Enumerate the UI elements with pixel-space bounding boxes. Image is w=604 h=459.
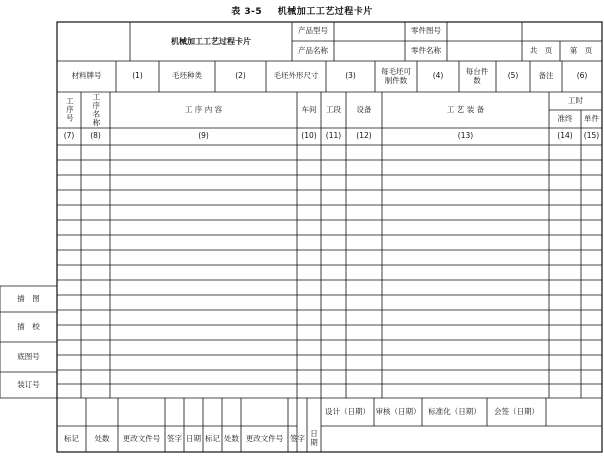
revision-date-label-2: 日期 bbox=[310, 429, 318, 447]
col-equipment: 设备 bbox=[356, 104, 372, 114]
countersign-date-label: 会签（日期） bbox=[494, 406, 539, 416]
product-name-label: 产品名称 bbox=[298, 45, 328, 55]
proof-label: 描 校 bbox=[17, 321, 40, 331]
design-date-label: 设计（日期） bbox=[325, 406, 370, 416]
revision-mark-label: 标记 bbox=[64, 433, 79, 443]
code-unit: (15) bbox=[583, 131, 600, 141]
parts-per-blank-label: 每毛坯可制件数 bbox=[381, 66, 411, 85]
code-op-content: (9) bbox=[198, 131, 209, 141]
col-setup: 准终 bbox=[557, 113, 573, 123]
table-number: 表 3-5 bbox=[231, 7, 263, 17]
col-tooling: 工 艺 装 备 bbox=[446, 104, 485, 114]
code-workshop: (10) bbox=[301, 131, 317, 141]
col-op-name: 工序名称 bbox=[91, 93, 101, 127]
blank-type-label: 毛坯种类 bbox=[172, 71, 202, 81]
code-equipment: (12) bbox=[356, 131, 372, 141]
material-code: (1) bbox=[132, 71, 143, 81]
standardize-date-label: 标准化（日期） bbox=[428, 406, 481, 416]
code-tooling: (13) bbox=[457, 131, 474, 141]
revision-count-label: 处数 bbox=[94, 433, 110, 443]
col-op-no: 工序号 bbox=[65, 97, 75, 123]
code-section: (11) bbox=[325, 131, 342, 141]
code-op-name: (8) bbox=[90, 131, 101, 141]
col-time: 工时 bbox=[568, 95, 583, 105]
revision-doc-label-2: 更改文件号 bbox=[245, 433, 284, 443]
parts-per-blank-code: (4) bbox=[432, 71, 444, 81]
review-date-label: 审核（日期） bbox=[375, 406, 421, 416]
revision-count-label-2: 处数 bbox=[224, 433, 239, 443]
col-unit: 单件 bbox=[584, 113, 599, 123]
drawing-no-label: 底图号 bbox=[17, 351, 40, 361]
binding-no-label: 装订号 bbox=[17, 379, 40, 389]
revision-doc-label: 更改文件号 bbox=[122, 433, 161, 443]
product-model-label: 产品型号 bbox=[298, 26, 328, 36]
product-name-field[interactable] bbox=[334, 41, 405, 61]
card-title: 机械加工工艺过程卡片 bbox=[171, 36, 251, 46]
code-setup: (14) bbox=[557, 131, 573, 141]
remarks-label: 备注 bbox=[538, 71, 554, 81]
col-workshop: 车间 bbox=[301, 104, 317, 114]
revision-mark-label-2: 标记 bbox=[205, 433, 220, 443]
blank-type-code: (2) bbox=[235, 71, 246, 81]
blank-size-label: 毛坯外形尺寸 bbox=[273, 71, 319, 81]
revision-date-label: 日期 bbox=[186, 433, 201, 443]
col-section: 工段 bbox=[326, 104, 341, 114]
per-machine-code: (5) bbox=[507, 71, 519, 81]
table-title: 机械加工工艺过程卡片 bbox=[277, 7, 373, 17]
material-label: 材料牌号 bbox=[71, 71, 102, 81]
per-machine-label: 每台件数 bbox=[465, 66, 489, 85]
remarks-code: (6) bbox=[576, 71, 588, 81]
revision-sign-label-2: 签字 bbox=[290, 433, 305, 443]
product-model-field[interactable] bbox=[334, 22, 405, 41]
col-op-content: 工 序 内 容 bbox=[184, 104, 223, 114]
part-name-label: 零件名称 bbox=[411, 45, 441, 55]
blank-size-code: (3) bbox=[345, 71, 356, 81]
code-op-no: (7) bbox=[63, 131, 75, 141]
part-number-label: 零件图号 bbox=[411, 26, 441, 36]
part-number-field[interactable] bbox=[447, 22, 522, 41]
total-pages-label: 共 页 bbox=[529, 45, 553, 55]
part-name-field[interactable] bbox=[447, 41, 522, 61]
page-number-label: 第 页 bbox=[569, 45, 593, 55]
revision-sign-label: 签字 bbox=[167, 433, 182, 443]
trace-label: 描 图 bbox=[17, 293, 40, 303]
